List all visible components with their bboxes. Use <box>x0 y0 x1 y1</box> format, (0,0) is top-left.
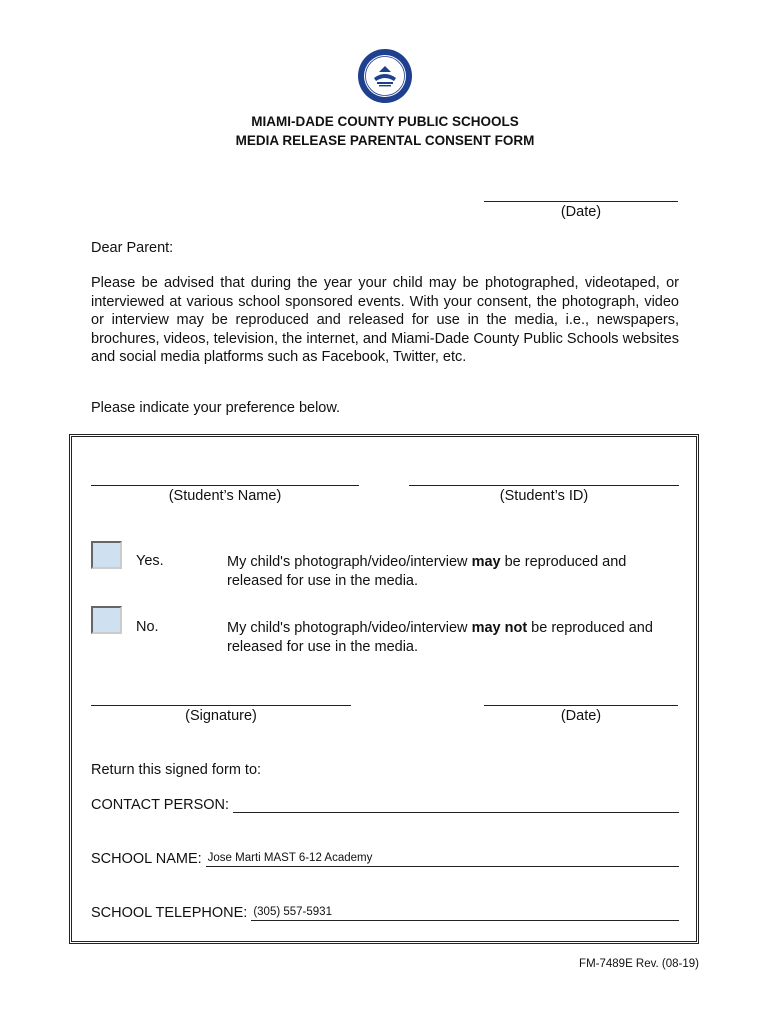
greeting: Dear Parent: <box>91 240 174 256</box>
school-name-label: SCHOOL NAME: <box>91 851 202 867</box>
school-name-field[interactable] <box>206 849 679 867</box>
form-number: FM-7489E Rev. (08-19) <box>579 958 699 970</box>
date-caption: (Date) <box>560 204 602 220</box>
school-telephone-row <box>91 903 679 921</box>
date-line <box>484 188 678 202</box>
school-name-value: Jose Marti MAST 6-12 Academy <box>207 852 373 864</box>
signature-date-field[interactable] <box>484 654 678 724</box>
no-label: No. <box>136 619 159 635</box>
signature-line <box>91 654 351 706</box>
student-id-field[interactable] <box>409 434 679 504</box>
signature-date-caption: (Date) <box>560 708 602 724</box>
contact-person-label: CONTACT PERSON: <box>91 797 230 813</box>
form-title: MEDIA RELEASE PARENTAL CONSENT FORM <box>235 133 535 148</box>
yes-checkbox[interactable] <box>91 541 122 569</box>
yes-label: Yes. <box>136 553 164 569</box>
yes-description: My child's photograph/video/interview may be reproduced and released for use in the media. <box>227 554 627 589</box>
date-field-top[interactable] <box>484 188 678 220</box>
student-name-line <box>91 434 359 486</box>
student-id-line <box>409 434 679 486</box>
no-checkbox[interactable] <box>91 606 122 634</box>
school-telephone-value: (305) 557-5931 <box>253 906 332 918</box>
signature-field[interactable] <box>91 654 351 724</box>
district-title: MIAMI-DADE COUNTY PUBLIC SCHOOLS <box>251 114 519 129</box>
school-telephone-label: SCHOOL TELEPHONE: <box>91 905 248 921</box>
student-id-caption: (Student’s ID) <box>499 488 589 504</box>
preference-prompt: Please indicate your preference below. <box>91 400 341 416</box>
signature-caption: (Signature) <box>185 708 257 724</box>
return-prompt: Return this signed form to: <box>91 762 262 778</box>
school-name-row <box>91 849 679 867</box>
school-telephone-field[interactable] <box>251 903 679 921</box>
school-district-seal <box>357 48 413 104</box>
no-description: My child's photograph/video/interview may not be reproduced and released for use in the media. <box>227 620 653 655</box>
contact-person-field[interactable] <box>233 795 679 813</box>
contact-person-row <box>91 795 679 813</box>
body-paragraph: Please be advised that during the year your child may be photographed, videotaped, or interviewed at various school sponsored events. With your consent, the photograph, video or interview may be reproduced and released for use in the media, i.e., newspapers, brochures, videos, television, the internet, and Miami-Dade County Public Schools websites and social media platforms such as Facebook, Twitter, etc. <box>91 275 679 366</box>
signature-date-line <box>484 654 678 706</box>
student-name-caption: (Student’s Name) <box>168 488 282 504</box>
student-name-field[interactable] <box>91 434 359 504</box>
